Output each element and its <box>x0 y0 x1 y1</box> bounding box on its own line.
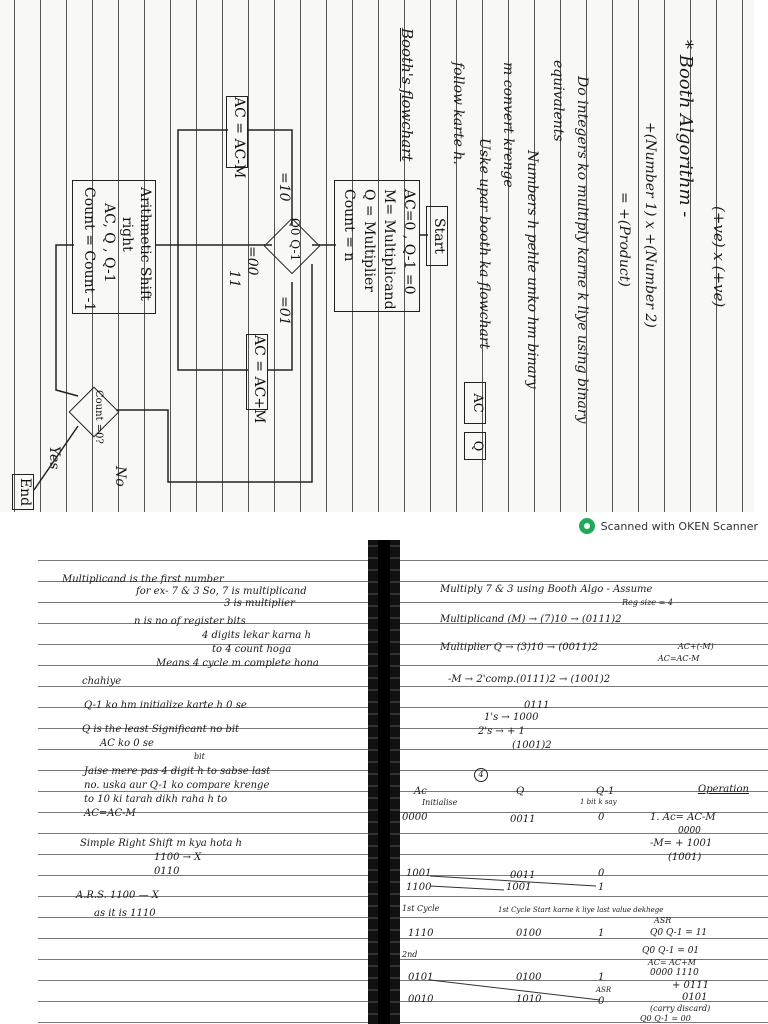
cycle-2-label: 2nd <box>402 950 418 959</box>
row1-operation: 1. Ac= AC-M <box>650 812 716 823</box>
register-ac-box: AC <box>464 382 486 424</box>
row1-q-minus-1: 0 <box>598 812 605 823</box>
note-line-1: Do integers ko multiply karne k liye using binary <box>574 76 590 424</box>
flowchart-title: Booth's flowchart <box>398 28 416 162</box>
note-line-5: Uske upar booth ka flowchart <box>476 138 492 350</box>
left-line-5: 4 digits lekar karna h <box>202 630 311 641</box>
row2-q-minus-1: 0 <box>598 868 605 879</box>
left-line-18: 0110 <box>154 866 180 877</box>
left-line-20: as it is 1110 <box>94 908 156 919</box>
left-line-11: AC ko 0 se <box>100 738 154 749</box>
end-box: End <box>12 474 34 510</box>
header-ac: Ac <box>414 786 427 797</box>
right-line-2: Multiplicand (M) → (7)10 → (0111)2 <box>440 614 622 625</box>
asr-label-1: ASR <box>654 916 672 925</box>
branch-00-label: =00 <box>244 246 260 276</box>
q0-q1-01: Q0 Q-1 = 01 <box>642 946 700 956</box>
left-line-16: Simple Right Shift m kya hota h <box>80 838 242 849</box>
register-q-box: Q <box>464 432 486 460</box>
op-line-9: (carry discard) <box>650 1004 711 1013</box>
branch-11-label: 11 <box>226 270 242 288</box>
row2-q: 0011 <box>510 870 536 881</box>
row1-q: 0011 <box>510 814 536 825</box>
spiral-spine <box>378 540 390 1024</box>
shift-line-2: right <box>119 217 135 252</box>
header-initialise: Initialise <box>422 798 458 807</box>
scanner-watermark <box>579 518 758 534</box>
left-line-14: to 10 ki tarah dikh raha h to <box>84 794 228 805</box>
init-line-ac: AC=0 , Q-1 =0 <box>401 189 417 295</box>
row4-q-minus-1: 1 <box>598 972 605 983</box>
op-line-2: 0000 <box>678 826 701 836</box>
left-line-13: no. uska aur Q-1 ko compare krenge <box>84 780 270 791</box>
page-heading: * Booth Algorithm - <box>675 40 696 218</box>
calc-line-4: (1001)2 <box>512 740 552 751</box>
watermark-text: Scanned with OKEN Scanner <box>600 519 758 533</box>
step-number: 4 <box>474 768 488 782</box>
table-arrows <box>400 540 768 1024</box>
op-line-3: -M= + 1001 <box>650 838 713 849</box>
note-line-4: m convert krenge <box>500 62 516 188</box>
left-line-1: Multiplicand is the first number <box>62 574 224 585</box>
init-line-count: Count = n <box>341 189 357 262</box>
header-q-minus-1: Q-1 <box>596 786 615 797</box>
row3-q: 0100 <box>516 928 542 939</box>
shift-line-1: Arithmetic Shift <box>137 187 153 301</box>
shift-line-4: Count = Count -1 <box>81 187 97 312</box>
row3-q-minus-1: 1 <box>598 928 605 939</box>
subtract-box: AC = AC-M <box>226 96 248 168</box>
start-box: Start <box>426 206 448 266</box>
calc-line-3: 2's → + 1 <box>478 726 525 737</box>
equation-1: +(Number 1) x +(Number 2) <box>642 122 658 328</box>
left-line-6: to 4 count hoga <box>212 644 292 655</box>
note-line-3: Numbers h pehle unko hm binary <box>524 150 540 389</box>
right-line-3b: AC+(-M) <box>678 642 714 651</box>
row3-ac: 1110 <box>408 928 434 939</box>
left-line-15: AC=AC-M <box>84 808 136 819</box>
right-line-1b: Reg size = 4 <box>622 598 673 607</box>
row1-ac: 0000 <box>402 812 428 823</box>
note-line-6: follow karte h. <box>450 62 466 165</box>
right-notebook-page <box>400 540 768 1024</box>
note-line-2: equivalents <box>550 60 566 142</box>
calc-line-1: 0111 <box>524 700 550 711</box>
equation-2: = +(Product) <box>616 192 632 287</box>
branch-10-label: =10 <box>276 172 292 202</box>
q0-q1-11: Q0 Q-1 = 11 <box>650 928 708 938</box>
op-line-4: (1001) <box>668 852 702 863</box>
left-line-7: Means 4 cycle m complete hona <box>156 658 319 669</box>
right-line-3: Multiplier Q → (3)10 → (0011)2 <box>440 642 598 653</box>
yes-label: Yes <box>46 446 62 470</box>
row4-ac: 0101 <box>408 972 434 983</box>
left-line-10: Q is the least Significant no bit <box>82 724 240 735</box>
header-note: 1 bit k say <box>580 798 617 806</box>
left-line-12-note: bit <box>194 752 205 761</box>
row2-q-shift: 1001 <box>506 882 532 893</box>
count-check-label: Count =0? <box>93 390 104 444</box>
row2-q-minus-1-shift: 1 <box>598 882 605 893</box>
left-line-2: for ex- 7 & 3 So, 7 is multiplicand <box>136 586 307 597</box>
left-line-12: Jaise mere pas 4 digit h to sabse last <box>84 766 271 777</box>
shift-line-3: AC, Q , Q-1 <box>101 203 117 283</box>
oken-logo-icon <box>579 518 595 534</box>
row4-q: 0100 <box>516 972 542 983</box>
asr-label-2: ASR <box>596 986 612 994</box>
row2-ac-shift: 1100 <box>406 882 432 893</box>
branch-01-label: =01 <box>276 296 292 326</box>
right-line-3c: AC=AC-M <box>658 654 700 663</box>
init-line-m: M= Multiplicand <box>381 189 397 310</box>
left-line-19: A.R.S. 1100 — X <box>76 890 159 901</box>
op-line-5: AC= AC+M <box>648 958 696 967</box>
left-line-9: Q-1 ko hm initialize karte h 0 se <box>84 700 247 711</box>
formula-label: (+ve) x (+ve) <box>710 206 728 308</box>
decision-label: Q0 Q-1 <box>288 218 302 262</box>
q0-q1-00: Q0 Q-1 = 00 <box>640 1014 691 1023</box>
init-line-q: Q = Multiplier <box>361 189 377 292</box>
header-q: Q <box>516 786 525 797</box>
left-notebook-page <box>38 540 368 1024</box>
op-line-6: 0000 1110 <box>650 968 699 978</box>
row2-ac: 1001 <box>406 868 432 879</box>
no-label: No <box>112 466 128 487</box>
notebook-spread <box>0 540 768 1024</box>
page-edge <box>0 540 38 1024</box>
cycle-note: 1st Cycle Start karne k liye last value dekhege <box>498 906 664 914</box>
right-line-1: Multiply 7 & 3 using Booth Algo - Assume <box>440 584 653 595</box>
left-line-4: n is no of register bits <box>134 616 246 627</box>
left-line-17: 1100 → X <box>154 852 202 863</box>
op-line-8: 0101 <box>682 992 708 1003</box>
row4-q-shift: 1010 <box>516 994 542 1005</box>
left-line-8: chahiye <box>82 676 122 687</box>
add-box: AC = AC+M <box>246 334 268 410</box>
cycle-1-label: 1st Cycle <box>402 904 440 913</box>
right-line-4: -M → 2'comp.(0111)2 → (1001)2 <box>448 674 611 685</box>
op-line-7: + 0111 <box>672 980 710 991</box>
row4-q-minus-1-shift: 0 <box>598 996 605 1007</box>
calc-line-2: 1's → 1000 <box>484 712 539 723</box>
header-operation: Operation <box>698 784 749 795</box>
left-line-3: 3 is multiplier <box>224 598 295 609</box>
row4-ac-shift: 0010 <box>408 994 434 1005</box>
